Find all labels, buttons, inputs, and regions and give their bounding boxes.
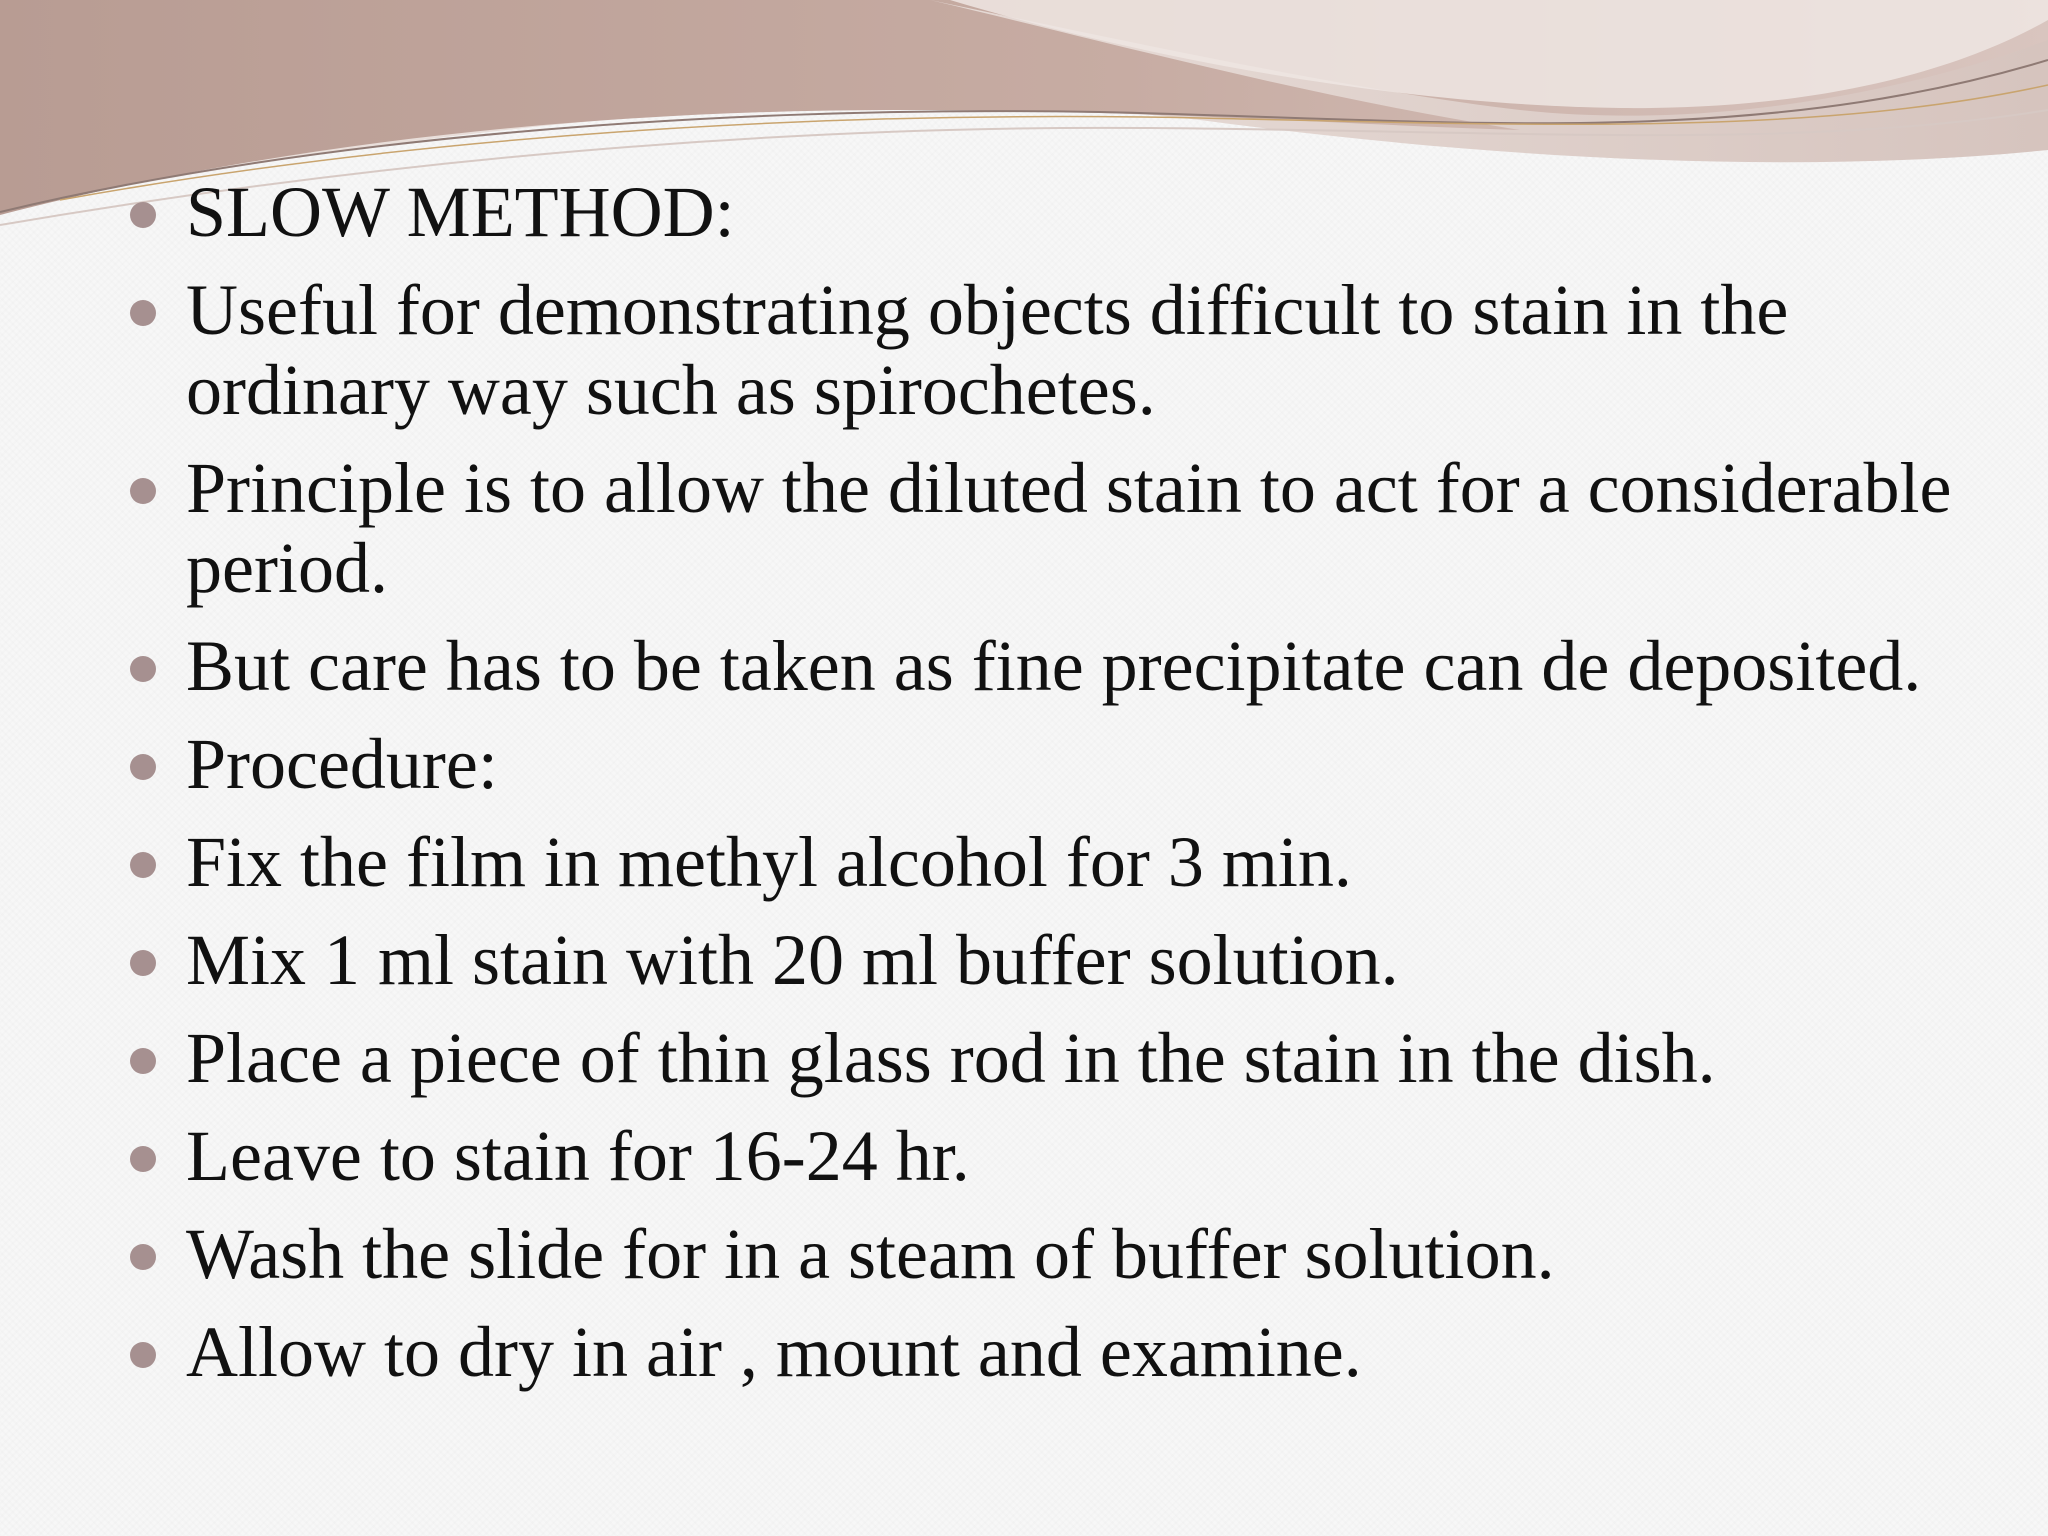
bullet-text: Useful for demonstrating objects difficult to stain in the ordinary way such as spirochetes. [186, 270, 1789, 430]
bullet-dot-icon [130, 1048, 156, 1074]
bullet-list [128, 172, 2008, 1410]
bullet-text: Mix 1 ml stain with 20 ml buffer solution. [186, 920, 1399, 1000]
bullet-item [128, 172, 2008, 252]
bullet-item [128, 822, 2008, 902]
bullet-text: Fix the film in methyl alcohol for 3 min. [186, 822, 1352, 902]
bullet-dot-icon [130, 202, 156, 228]
bullet-item [128, 920, 2008, 1000]
bullet-text: But care has to be taken as fine precipitate can de deposited. [186, 626, 1922, 706]
bullet-text: SLOW METHOD: [186, 172, 735, 252]
bullet-item [128, 1312, 2008, 1392]
bullet-item [128, 626, 2008, 706]
bullet-dot-icon [130, 852, 156, 878]
bullet-dot-icon [130, 300, 156, 326]
bullet-text: Procedure: [186, 724, 498, 804]
bullet-dot-icon [130, 1342, 156, 1368]
bullet-text: Wash the slide for in a steam of buffer solution. [186, 1214, 1555, 1294]
bullet-item [128, 270, 2008, 430]
bullet-item [128, 1018, 2008, 1098]
bullet-text: Principle is to allow the diluted stain to act for a considerable period. [186, 448, 1952, 608]
bullet-dot-icon [130, 1146, 156, 1172]
bullet-dot-icon [130, 754, 156, 780]
bullet-dot-icon [130, 950, 156, 976]
bullet-dot-icon [130, 656, 156, 682]
bullet-dot-icon [130, 478, 156, 504]
bullet-item [128, 1214, 2008, 1294]
bullet-dot-icon [130, 1244, 156, 1270]
bullet-text: Allow to dry in air , mount and examine. [186, 1312, 1362, 1392]
bullet-item [128, 1116, 2008, 1196]
bullet-item [128, 724, 2008, 804]
bullet-item [128, 448, 2008, 608]
bullet-text: Place a piece of thin glass rod in the stain in the dish. [186, 1018, 1716, 1098]
bullet-text: Leave to stain for 16-24 hr. [186, 1116, 970, 1196]
